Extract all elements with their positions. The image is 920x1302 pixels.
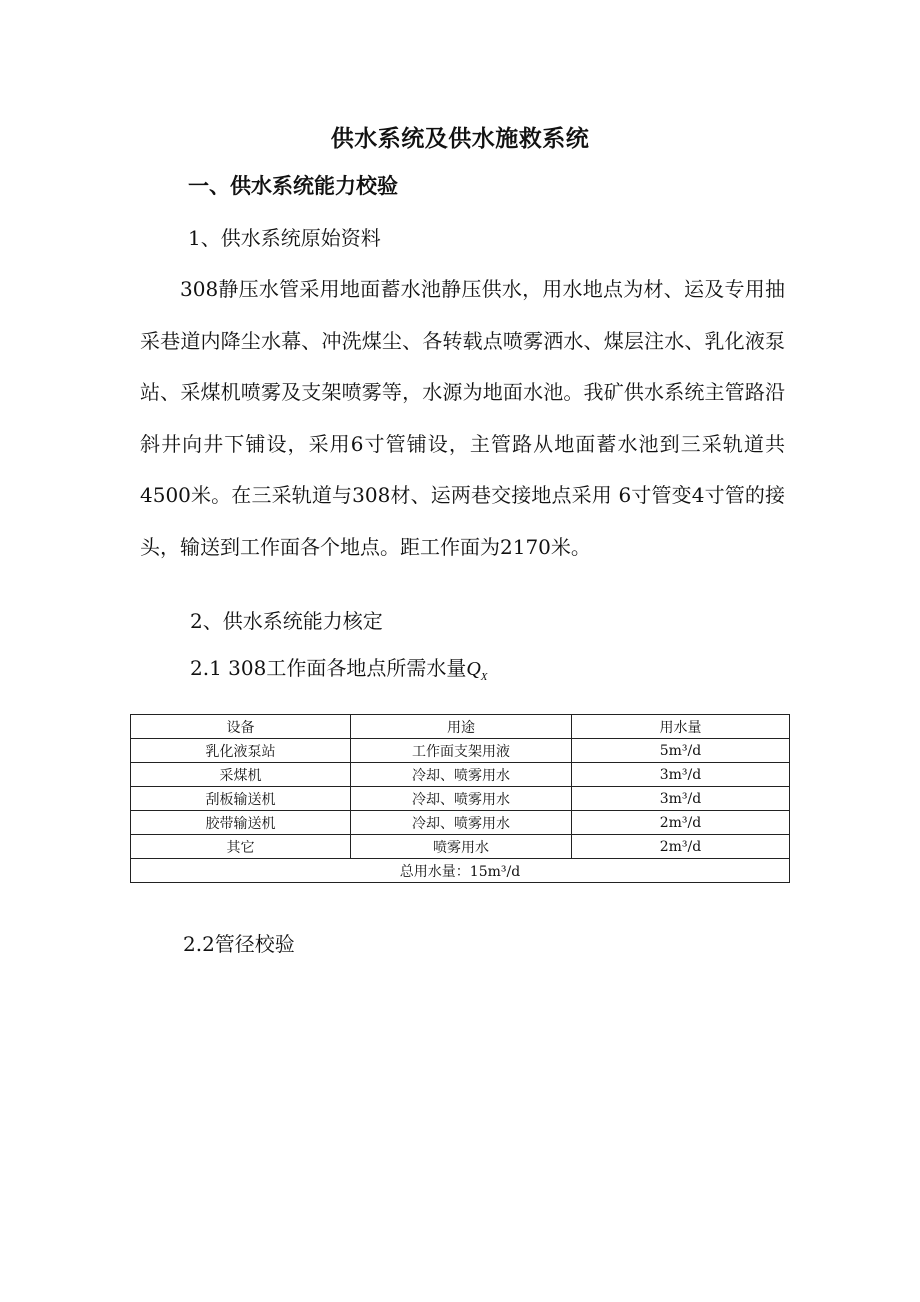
subsection-heading-2: 2、供水系统能力核定	[190, 609, 383, 633]
table-cell: 2m³/d	[572, 811, 790, 835]
subsection-heading-2-1	[190, 652, 488, 683]
table-cell: 其它	[131, 835, 351, 859]
table-row	[131, 763, 790, 787]
table-header-cell: 用水量	[572, 715, 790, 739]
table-cell: 乳化液泵站	[131, 739, 351, 763]
table-cell: 冷却、喷雾用水	[351, 763, 572, 787]
subsection-heading-2-1-text: 2.1 308工作面各地点所需水量	[190, 656, 467, 680]
table-header-row	[131, 715, 790, 739]
flow-symbol-letter: Q	[466, 658, 481, 680]
table-cell: 2m³/d	[572, 835, 790, 859]
table-header-cell: 设备	[131, 715, 351, 739]
table-cell: 采煤机	[131, 763, 351, 787]
document-title: 供水系统及供水施救系统	[330, 125, 590, 152]
table-total-cell: 总用水量：15m³/d	[131, 859, 790, 883]
table-cell: 3m³/d	[572, 787, 790, 811]
flow-symbol	[466, 658, 488, 683]
flow-symbol-subscript: X	[480, 671, 488, 683]
table-cell: 5m³/d	[572, 739, 790, 763]
section-heading: 一、供水系统能力校验	[188, 173, 398, 198]
table-cell: 冷却、喷雾用水	[351, 811, 572, 835]
subsection-heading-2-2: 2.2管径校验	[183, 932, 295, 956]
table-cell: 胶带输送机	[131, 811, 351, 835]
table-cell: 刮板输送机	[131, 787, 351, 811]
table-cell: 3m³/d	[572, 763, 790, 787]
subsection-heading-1: 1、供水系统原始资料	[188, 226, 381, 250]
table-cell: 喷雾用水	[351, 835, 572, 859]
table-row	[131, 811, 790, 835]
table-row	[131, 835, 790, 859]
body-paragraph: 308静压水管采用地面蓄水池静压供水，用水地点为材、运及专用抽采巷道内降尘水幕、冲洗煤尘、各转载点喷雾洒水、煤层注水、乳化液泵站、采煤机喷雾及支架喷雾等，水源为地面水池。我矿供水系统主管路沿斜井向井下铺设，采用6寸管铺设，主管路从地面蓄水池到三采轨道共4500米。在三采轨道与308材、运两巷交接地点采用 6寸管变4寸管的接头，输送到工作面各个地点。距工作面为2170米。	[140, 277, 785, 559]
table-header-cell: 用途	[351, 715, 572, 739]
table-cell: 工作面支架用液	[351, 739, 572, 763]
table-row	[131, 739, 790, 763]
table-row	[131, 787, 790, 811]
water-demand-table	[130, 714, 790, 883]
table-total-row	[131, 859, 790, 883]
table-cell: 冷却、喷雾用水	[351, 787, 572, 811]
